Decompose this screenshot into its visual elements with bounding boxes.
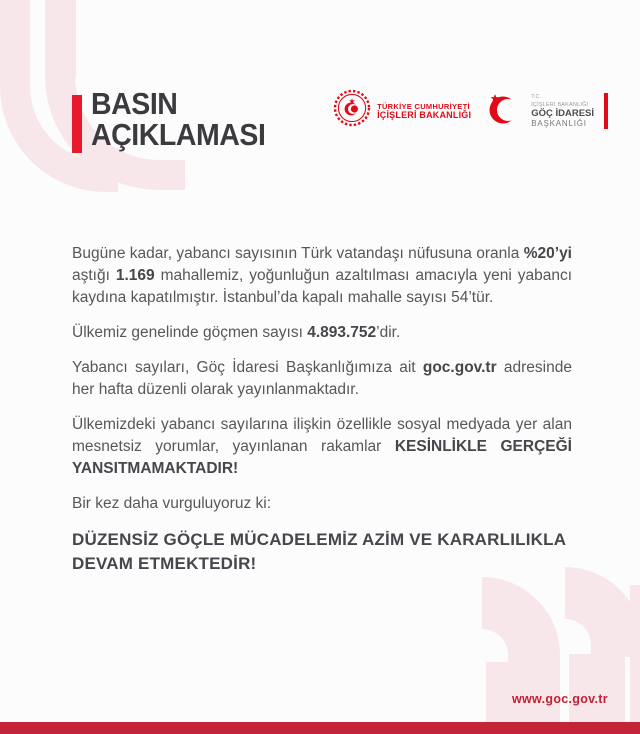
paragraph-3: Yabancı sayıları, Göç İdaresi Başkanlığımıza ait goc.gov.tr adresinde her hafta düzenli olarak yayınlanmaktadır.: [72, 359, 572, 398]
paragraph-2: Ülkemiz genelinde göçmen sayısı 4.893.752’dir.: [72, 324, 401, 341]
paragraph-5: Bir kez daha vurguluyoruz ki:: [72, 495, 272, 512]
page-title-line2: AÇIKLAMASI: [91, 117, 266, 152]
paragraph-4: Ülkemizdeki yabancı sayılarına ilişkin özellikle sosyal medyada yer alan mesnetsiz yorumlar, yayınlanan rakamlar KESİNLİKLE GERÇEĞİ YANSITMAMAKTADIR!: [72, 416, 572, 477]
agency-text-line4: BAŞKANLIĞI: [531, 119, 587, 128]
agency-text-line1: T.C.: [531, 94, 541, 100]
ministry-name-line1: TÜRKİYE CUMHURİYETİ: [377, 101, 470, 111]
website-url: www.goc.gov.tr: [512, 692, 608, 706]
migration-agency-logo: [485, 88, 608, 133]
agency-logo-text: [531, 93, 594, 128]
paragraph-1: Bugüne kadar, yabancı sayısının Türk vatandaşı nüfusuna oranla %20’yi aştığı 1.169 mahallemiz, yoğunluğun azaltılması amacıyla yeni yabancı kaydına kapatılmıştır. İstanbul’da kapalı mahalle sayısı 54’tür.: [72, 245, 572, 306]
footer-red-bar: [0, 722, 640, 734]
agency-logo-bar: [604, 93, 608, 129]
agency-text-line3: GÖÇ İDARESİ: [531, 108, 594, 119]
logo-row: [333, 88, 608, 133]
ministry-logo: [333, 89, 471, 132]
ministry-logo-text: [377, 102, 471, 120]
ministry-name-line2: İÇİŞLERİ BAKANLIĞI: [377, 109, 472, 120]
paragraph-6: DÜZENSİZ GÖÇLE MÜCADELEMİZ AZİM VE KARARLILIKLA DEVAM ETMEKTEDİR!: [72, 530, 566, 573]
press-release-body: [72, 243, 572, 589]
title-accent-bar: [72, 95, 82, 153]
agency-text-line2: İÇİŞLERİ BAKANLIĞI: [531, 102, 589, 108]
ministry-emblem-icon: [333, 89, 371, 132]
page-title-line1: BASIN: [91, 86, 178, 121]
crescent-star-icon: [485, 88, 525, 133]
page-title: [91, 88, 265, 150]
